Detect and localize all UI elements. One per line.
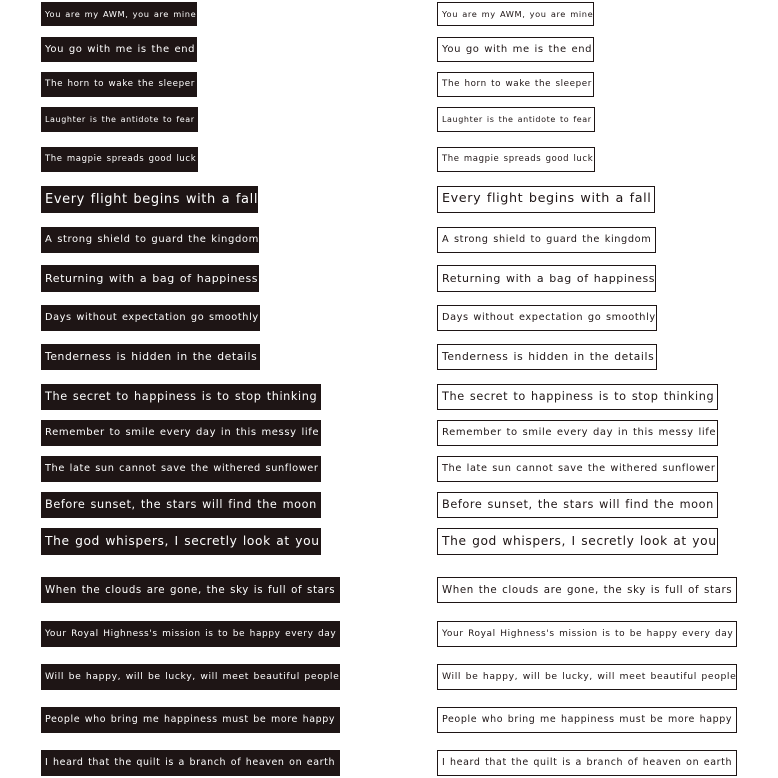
outlined-sticker-9: Days without expectation go smoothly: [437, 305, 657, 331]
dark-sticker-15: The god whispers, I secretly look at you: [41, 528, 321, 555]
outlined-sticker-12: Remember to smile every day in this messy life: [437, 420, 718, 446]
dark-sticker-5: The magpie spreads good luck: [41, 147, 198, 172]
dark-sticker-6: Every flight begins with a fall: [41, 186, 258, 213]
outlined-sticker-17: Your Royal Highness's mission is to be happy every day: [437, 621, 737, 647]
outlined-sticker-10: Tenderness is hidden in the details: [437, 344, 657, 370]
outlined-sticker-6: Every flight begins with a fall: [437, 186, 655, 213]
dark-sticker-12: Remember to smile every day in this messy life: [41, 420, 321, 446]
outlined-sticker-1: You are my AWM, you are mine: [437, 2, 594, 26]
dark-sticker-11: The secret to happiness is to stop thinking: [41, 384, 321, 410]
dark-sticker-13: The late sun cannot save the withered sunflower: [41, 456, 321, 482]
outlined-sticker-18: Will be happy, will be lucky, will meet beautiful people: [437, 664, 737, 690]
outlined-sticker-11: The secret to happiness is to stop thinking: [437, 384, 718, 410]
outlined-sticker-13: The late sun cannot save the withered sunflower: [437, 456, 718, 482]
outlined-sticker-20: I heard that the quilt is a branch of heaven on earth: [437, 750, 737, 776]
outlined-sticker-15: The god whispers, I secretly look at you: [437, 528, 718, 555]
dark-sticker-18: Will be happy, will be lucky, will meet beautiful people: [41, 664, 340, 690]
dark-sticker-20: I heard that the quilt is a branch of heaven on earth: [41, 750, 340, 776]
dark-sticker-4: Laughter is the antidote to fear: [41, 107, 198, 132]
dark-sticker-9: Days without expectation go smoothly: [41, 305, 260, 331]
outlined-sticker-14: Before sunset, the stars will find the moon: [437, 492, 718, 518]
outlined-sticker-7: A strong shield to guard the kingdom: [437, 227, 656, 253]
outlined-sticker-19: People who bring me happiness must be more happy: [437, 707, 737, 733]
outlined-sticker-16: When the clouds are gone, the sky is full of stars: [437, 577, 737, 603]
dark-sticker-2: You go with me is the end: [41, 37, 197, 62]
dark-sticker-17: Your Royal Highness's mission is to be happy every day: [41, 621, 340, 647]
dark-sticker-19: People who bring me happiness must be more happy: [41, 707, 340, 733]
outlined-sticker-4: Laughter is the antidote to fear: [437, 107, 595, 132]
outlined-sticker-8: Returning with a bag of happiness: [437, 265, 656, 292]
dark-sticker-14: Before sunset, the stars will find the moon: [41, 492, 321, 518]
dark-sticker-7: A strong shield to guard the kingdom: [41, 227, 259, 253]
outlined-sticker-3: The horn to wake the sleeper: [437, 72, 594, 97]
dark-sticker-10: Tenderness is hidden in the details: [41, 344, 260, 370]
dark-sticker-16: When the clouds are gone, the sky is full of stars: [41, 577, 340, 603]
dark-sticker-3: The horn to wake the sleeper: [41, 72, 197, 97]
dark-sticker-1: You are my AWM, you are mine: [41, 2, 197, 26]
outlined-sticker-2: You go with me is the end: [437, 37, 594, 62]
outlined-sticker-5: The magpie spreads good luck: [437, 147, 595, 172]
dark-sticker-8: Returning with a bag of happiness: [41, 265, 259, 292]
